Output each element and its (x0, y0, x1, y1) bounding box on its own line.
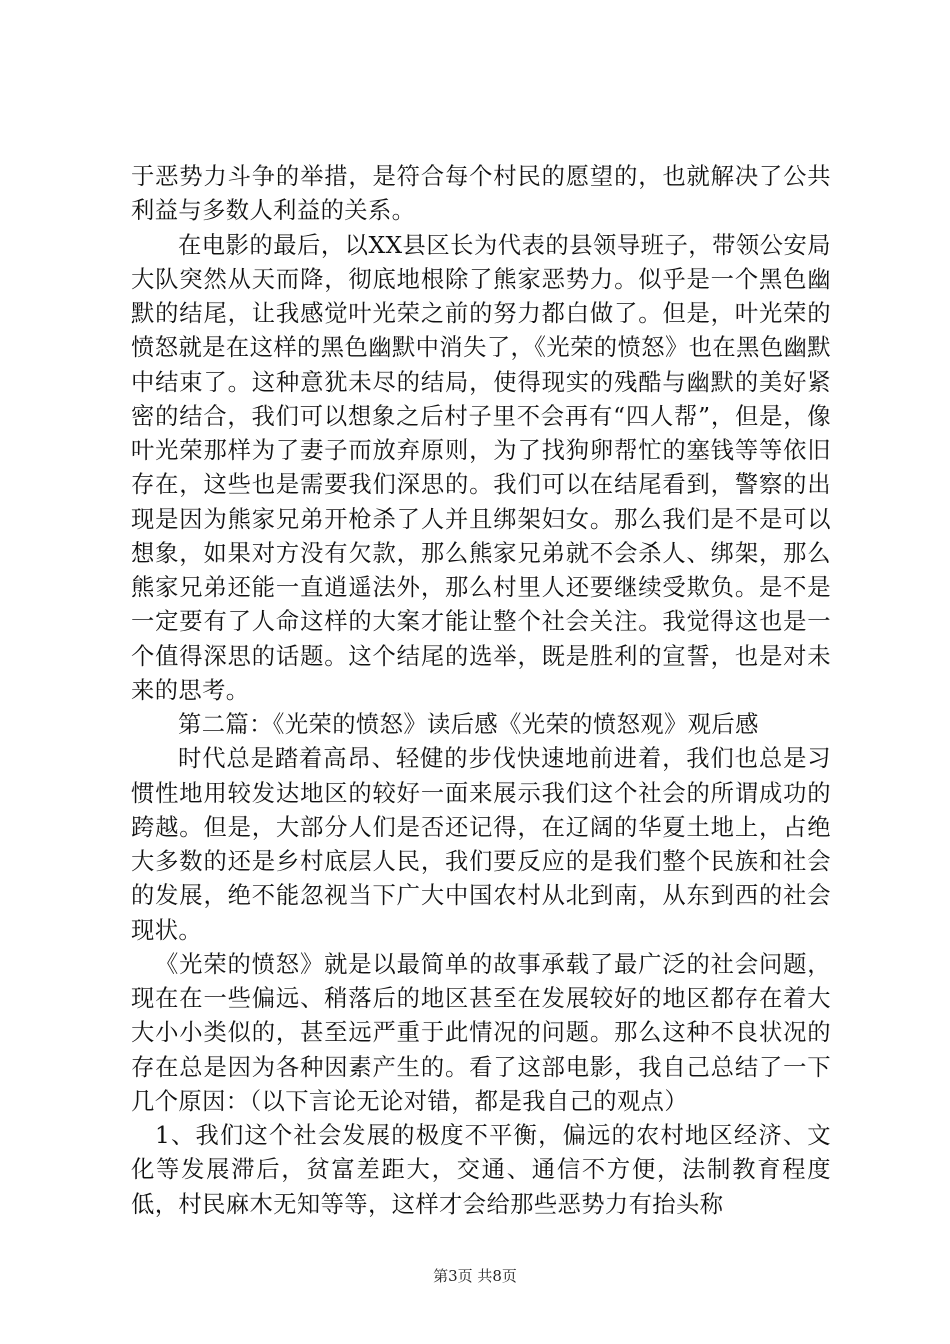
section-heading: 第二篇：《光荣的愤怒》读后感《光荣的愤怒观》观后感 (178, 711, 759, 738)
paragraph-continuation: 于恶势力斗争的举措，是符合每个村民的愿望的，也就解决了公共利益与多数人利益的关系。 (131, 163, 831, 225)
paragraph-film-ending: 在电影的最后，以XX县区长为代表的县领导班子，带领公安局大队突然从天而降，彻底地根除了熊家恶势力。似乎是一个黑色幽默的结尾，让我感觉叶光荣之前的努力都白做了。但是，叶光荣的愤怒就是在这样的黑色幽默中消失了，《光荣的愤怒》也在黑色幽默中结束了。这种意犹未尽的结局，使得现实的残酷与幽默的美好紧密的结合，我们可以想象之后村子里不会再有“四人帮”，但是，像叶光荣那样为了妻子而放弃原则，为了找狗卵帮忙的塞钱等等依旧存在，这些也是需要我们深思的。我们可以在结尾看到，警察的出现是因为熊家兄弟开枪杀了人并且绑架妇女。那么我们是不是可以想象，如果对方没有欠款，那么熊家兄弟就不会杀人、绑架，那么熊家兄弟还能一直逍遥法外，那么村里人还要继续受欺负。是不是一定要有了人命这样的大案才能让整个社会关注。我觉得这也是一个值得深思的话题。这个结尾的选举，既是胜利的宣誓，也是对未来的思考。 (131, 231, 831, 704)
paragraph-era: 时代总是踏着高昂、轻健的步伐快速地前进着，我们也总是习惯性地用较发达地区的较好一面来展示我们这个社会的所谓成功的跨越。但是，大部分人们是否还记得，在辽阔的华夏土地上，占绝大多数的还是乡村底层人民，我们要反应的是我们整个民族和社会的发展，绝不能忽视当下广大中国农村从北到南，从东到西的社会现状。 (131, 745, 831, 944)
paragraph-social-issues: 《光荣的愤怒》就是以最简单的故事承载了最广泛的社会问题，现在在一些偏远、稍落后的地区甚至在发展较好的地区都存在着大大小小类似的，甚至远严重于此情况的问题。那么这种不良状况的存在总是因为各种因素产生的。看了这部电影，我自己总结了一下几个原因：（以下言论无论对错，都是我自己的观点） (131, 950, 831, 1115)
document-body (131, 160, 831, 1222)
page-footer: 第3页 共8页 (433, 1267, 517, 1285)
paragraph-reason-1: 1、我们这个社会发展的极度不平衡，偏远的农村地区经济、文化等发展滞后，贫富差距大，交通、通信不方便，法制教育程度低，村民麻木无知等等，这样才会给那些恶势力有抬头称 (131, 1122, 831, 1218)
